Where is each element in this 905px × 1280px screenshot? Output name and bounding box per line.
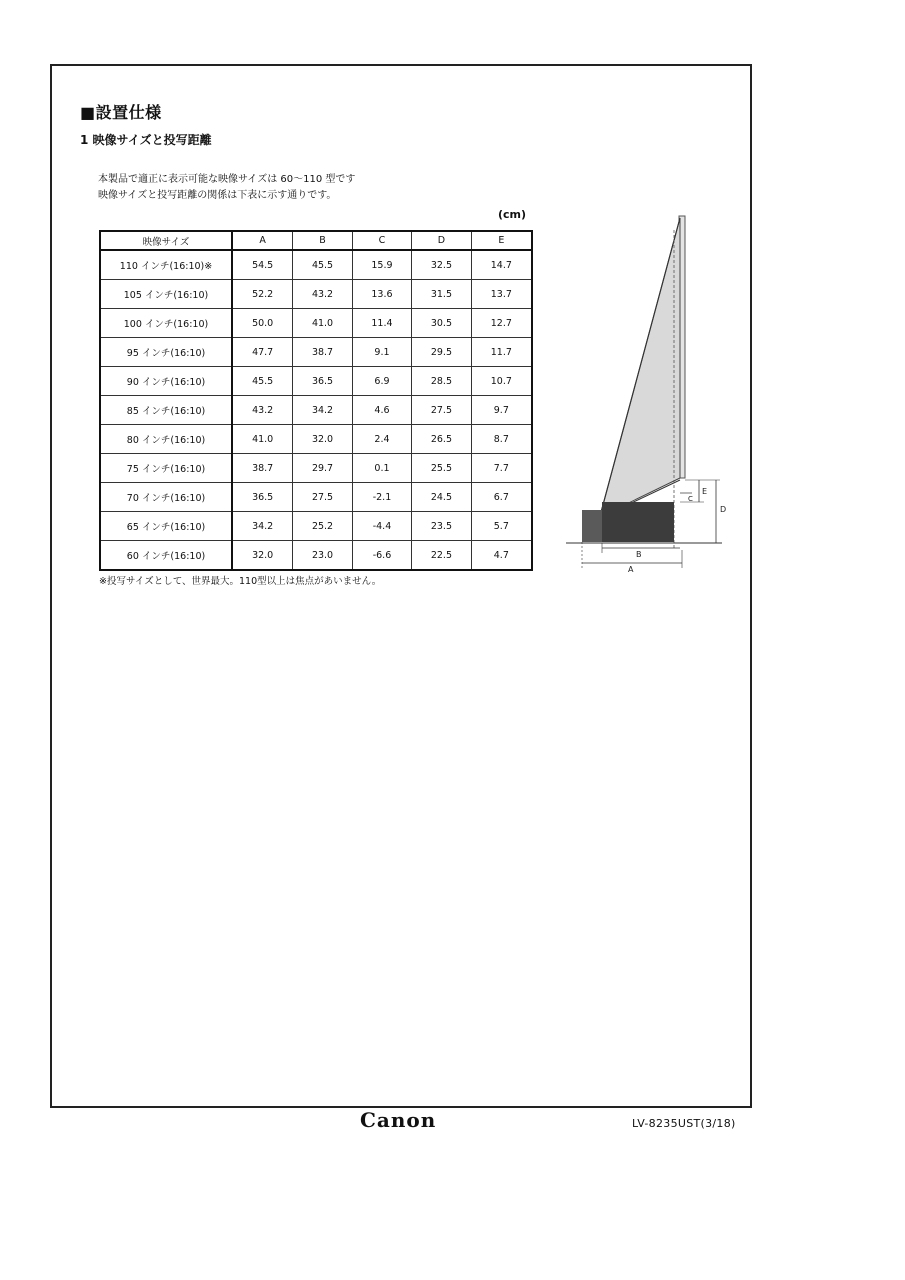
intro-text: [98, 172, 355, 204]
table-row: [100, 425, 532, 454]
cell-a: 54.5: [232, 250, 293, 280]
table-body: [100, 250, 532, 570]
table-header-row: [100, 231, 532, 250]
cell-a: 50.0: [232, 309, 293, 338]
cell-e: 10.7: [471, 367, 532, 396]
cell-image-size: 105 インチ(16:10): [100, 280, 232, 309]
cell-b: 38.7: [293, 338, 352, 367]
intro-line-2: 映像サイズと投写距離の関係は下表に示す通りです。: [98, 190, 337, 201]
cell-d: 27.5: [412, 396, 471, 425]
rear-stand: [582, 510, 602, 542]
cell-d: 28.5: [412, 367, 471, 396]
footnote: ※投写サイズとして、世界最大。110型以上は焦点があいません。: [99, 576, 382, 587]
cell-b: 27.5: [293, 483, 352, 512]
cell-b: 36.5: [293, 367, 352, 396]
cell-image-size: 90 インチ(16:10): [100, 367, 232, 396]
installation-diagram: [562, 210, 732, 580]
cell-e: 5.7: [471, 512, 532, 541]
document-code: LV-8235UST(3/18): [632, 1117, 736, 1130]
table-row: [100, 280, 532, 309]
cell-d: 30.5: [412, 309, 471, 338]
cell-e: 14.7: [471, 250, 532, 280]
cell-c: 2.4: [352, 425, 411, 454]
cell-image-size: 70 インチ(16:10): [100, 483, 232, 512]
cell-b: 23.0: [293, 541, 352, 571]
header-a: A: [232, 231, 293, 250]
cell-e: 12.7: [471, 309, 532, 338]
cell-a: 38.7: [232, 454, 293, 483]
cell-a: 41.0: [232, 425, 293, 454]
cell-b: 45.5: [293, 250, 352, 280]
cell-b: 43.2: [293, 280, 352, 309]
cell-image-size: 65 インチ(16:10): [100, 512, 232, 541]
cell-e: 6.7: [471, 483, 532, 512]
cell-image-size: 80 インチ(16:10): [100, 425, 232, 454]
table-row: [100, 338, 532, 367]
cell-d: 26.5: [412, 425, 471, 454]
header-e: E: [471, 231, 532, 250]
cell-c: 11.4: [352, 309, 411, 338]
cell-a: 43.2: [232, 396, 293, 425]
cell-d: 29.5: [412, 338, 471, 367]
cell-c: -4.4: [352, 512, 411, 541]
cell-d: 22.5: [412, 541, 471, 571]
cell-image-size: 110 インチ(16:10)※: [100, 250, 232, 280]
cell-a: 34.2: [232, 512, 293, 541]
cell-e: 13.7: [471, 280, 532, 309]
section-title: ■設置仕様: [80, 103, 162, 122]
intro-line-1: 本製品で適正に表示可能な映像サイズは 60～110 型です: [98, 174, 356, 185]
cell-c: -2.1: [352, 483, 411, 512]
cell-a: 36.5: [232, 483, 293, 512]
cell-e: 7.7: [471, 454, 532, 483]
table-row: [100, 396, 532, 425]
header-d: D: [412, 231, 471, 250]
cell-c: 4.6: [352, 396, 411, 425]
label-b: B: [636, 550, 642, 559]
table-row: [100, 512, 532, 541]
cell-d: 32.5: [412, 250, 471, 280]
cell-b: 32.0: [293, 425, 352, 454]
cell-d: 24.5: [412, 483, 471, 512]
projector-body: [602, 502, 674, 542]
table-row: [100, 309, 532, 338]
cell-b: 25.2: [293, 512, 352, 541]
header-image-size: 映像サイズ: [100, 231, 232, 250]
cell-e: 11.7: [471, 338, 532, 367]
cell-image-size: 75 インチ(16:10): [100, 454, 232, 483]
table-row: [100, 454, 532, 483]
table-row: [100, 483, 532, 512]
cell-a: 32.0: [232, 541, 293, 571]
table-row: [100, 541, 532, 571]
cell-d: 25.5: [412, 454, 471, 483]
cell-image-size: 85 インチ(16:10): [100, 396, 232, 425]
cell-image-size: 95 インチ(16:10): [100, 338, 232, 367]
unit-label: (cm): [498, 208, 527, 221]
cell-c: 0.1: [352, 454, 411, 483]
cell-c: 6.9: [352, 367, 411, 396]
label-a: A: [628, 565, 634, 574]
canon-logo: Canon: [360, 1108, 437, 1132]
label-d: D: [720, 505, 727, 514]
header-c: C: [352, 231, 411, 250]
cell-c: 13.6: [352, 280, 411, 309]
table-row: [100, 367, 532, 396]
label-c: C: [688, 495, 693, 503]
cell-e: 4.7: [471, 541, 532, 571]
cell-d: 31.5: [412, 280, 471, 309]
cell-a: 52.2: [232, 280, 293, 309]
cell-b: 41.0: [293, 309, 352, 338]
label-e: E: [702, 487, 708, 496]
cell-b: 29.7: [293, 454, 352, 483]
cell-a: 45.5: [232, 367, 293, 396]
cell-e: 9.7: [471, 396, 532, 425]
cell-c: 15.9: [352, 250, 411, 280]
header-b: B: [293, 231, 352, 250]
projection-distance-table: [99, 230, 533, 571]
cell-a: 47.7: [232, 338, 293, 367]
cell-image-size: 100 インチ(16:10): [100, 309, 232, 338]
cell-c: 9.1: [352, 338, 411, 367]
cell-b: 34.2: [293, 396, 352, 425]
cell-image-size: 60 インチ(16:10): [100, 541, 232, 571]
cell-d: 23.5: [412, 512, 471, 541]
cell-e: 8.7: [471, 425, 532, 454]
cell-c: -6.6: [352, 541, 411, 571]
table-row: [100, 250, 532, 280]
subsection-title: 1 映像サイズと投写距離: [80, 133, 212, 147]
